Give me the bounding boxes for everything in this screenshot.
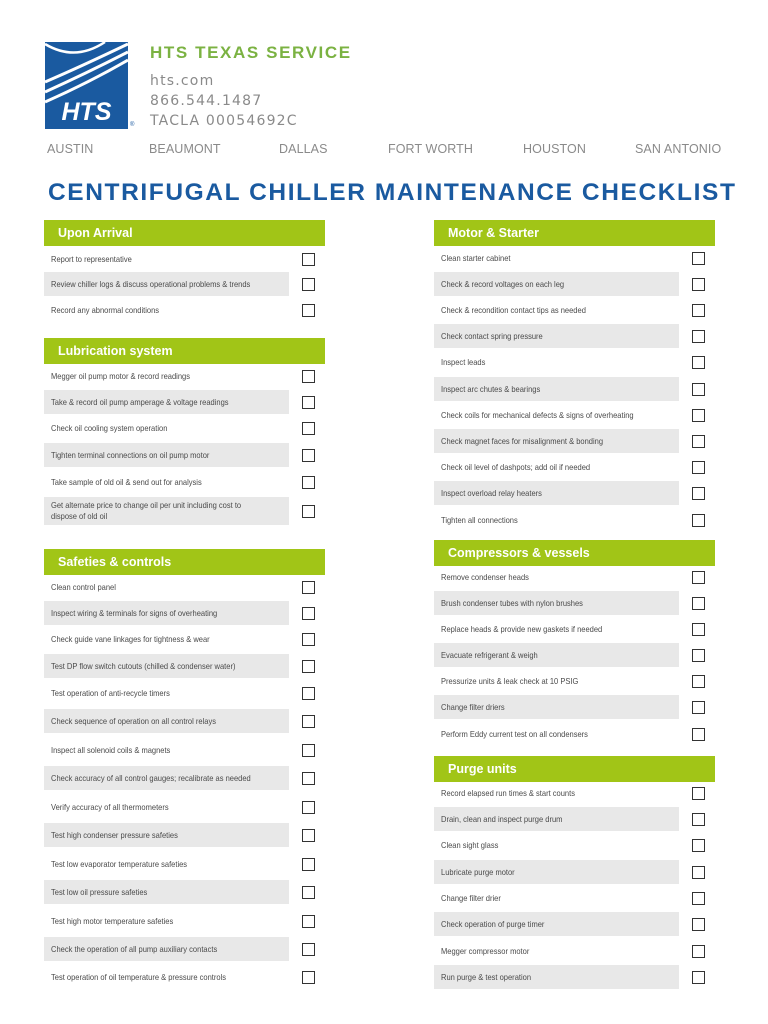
checkbox[interactable] [302, 943, 315, 956]
checkbox[interactable] [692, 728, 705, 741]
checklist-item [44, 681, 289, 705]
checklist-item [434, 781, 679, 805]
checkbox[interactable] [302, 449, 315, 462]
checkbox[interactable] [302, 971, 315, 984]
checklist-item-label: Check accuracy of all control gauges; recalibrate as needed [51, 773, 251, 783]
checklist-item [434, 298, 679, 322]
checklist-item-label: Test operation of oil temperature & pressure controls [51, 972, 227, 982]
checklist-item-label: Brush condenser tubes with nylon brushes [441, 598, 583, 608]
checkbox[interactable] [692, 252, 705, 265]
checkbox[interactable] [692, 571, 705, 584]
checkbox[interactable] [302, 886, 315, 899]
checkbox[interactable] [302, 829, 315, 842]
checkbox[interactable] [692, 839, 705, 852]
checklist-item-label: Check & recondition contact tips as needed [441, 305, 586, 315]
checkbox[interactable] [302, 304, 315, 317]
checklist-item-label: Take sample of old oil & send out for analysis [51, 477, 202, 487]
checklist-item-label: Check contact spring pressure [441, 331, 543, 341]
checkbox[interactable] [302, 744, 315, 757]
checklist-item [434, 350, 679, 374]
checklist-item-label: Test high motor temperature safeties [51, 916, 174, 926]
checklist-item-label: Inspect overload relay heaters [441, 488, 542, 498]
checkbox[interactable] [692, 278, 705, 291]
city-san-antonio: SAN ANTONIO [635, 142, 722, 156]
checklist-item [434, 403, 679, 427]
checklist-item-label: Report to representative [51, 254, 132, 264]
checkbox[interactable] [302, 633, 315, 646]
city-houston: HOUSTON [523, 142, 586, 156]
checklist-item [434, 565, 679, 589]
checklist-item-label: Check & record voltages on each leg [441, 279, 565, 289]
checklist-item [434, 722, 679, 746]
checkbox[interactable] [302, 253, 315, 266]
hts-logo [45, 42, 128, 129]
checklist-item [434, 807, 679, 831]
checkbox[interactable] [302, 581, 315, 594]
checklist-item [44, 965, 289, 989]
checklist-item-label: Pressurize units & leak check at 10 PSIG [441, 676, 579, 686]
checklist-item [434, 860, 679, 884]
checklist-item [44, 470, 289, 494]
checkbox[interactable] [692, 701, 705, 714]
city-fort-worth: FORT WORTH [388, 142, 474, 156]
checkbox[interactable] [692, 813, 705, 826]
checklist-item [434, 272, 679, 296]
checkbox[interactable] [692, 892, 705, 905]
checklist-item-label: Check guide vane linkages for tightness & wear [51, 634, 210, 644]
phone-text: 866.544.1487 [150, 93, 263, 109]
checklist-item-label: Check the operation of all pump auxiliary contacts [51, 944, 218, 954]
section-header: Motor & Starter [434, 220, 715, 246]
checklist-item [44, 738, 289, 762]
checklist-item-label: Test DP flow switch cutouts (chilled & condenser water) [51, 661, 236, 671]
checklist-item [434, 886, 679, 910]
checklist-item [44, 880, 289, 904]
checkbox[interactable] [302, 396, 315, 409]
checklist-item [434, 246, 679, 270]
checklist-item [44, 852, 289, 876]
checklist-item [44, 298, 289, 322]
checkbox[interactable] [692, 866, 705, 879]
checklist-item-label: Clean sight glass [441, 840, 499, 850]
checklist-item-label: Check coils for mechanical defects & signs of overheating [441, 410, 634, 420]
checklist-item [44, 575, 289, 599]
checklist-item [434, 481, 679, 505]
checkbox[interactable] [692, 675, 705, 688]
checkbox[interactable] [692, 356, 705, 369]
license-text: TACLA 00054692C [150, 113, 298, 129]
checklist-item-label: Tighten terminal connections on oil pump motor [51, 450, 210, 460]
checkbox[interactable] [692, 918, 705, 931]
checklist-item-label: Run purge & test operation [441, 972, 532, 982]
checklist-item-label: Evacuate refrigerant & weigh [441, 650, 538, 660]
checkbox[interactable] [692, 787, 705, 800]
website-text: hts.com [150, 73, 215, 89]
checkbox[interactable] [302, 715, 315, 728]
checklist-item [434, 833, 679, 857]
checklist-item-label: Megger compressor motor [441, 946, 530, 956]
checklist-item-label: Megger oil pump motor & record readings [51, 371, 191, 381]
checkbox[interactable] [302, 687, 315, 700]
checkbox[interactable] [692, 487, 705, 500]
checklist-item [44, 443, 289, 467]
checklist-item-label: Check oil level of dashpots; add oil if needed [441, 462, 591, 472]
checkbox[interactable] [692, 435, 705, 448]
checklist-item [434, 591, 679, 615]
checkbox[interactable] [302, 607, 315, 620]
checklist-item-label: Inspect arc chutes & bearings [441, 384, 541, 394]
checklist-item-label: Check oil cooling system operation [51, 423, 168, 433]
section-header: Safeties & controls [44, 549, 325, 575]
checkbox[interactable] [692, 514, 705, 527]
checklist-item [44, 364, 289, 388]
checklist-item-label: Verify accuracy of all thermometers [51, 802, 169, 812]
checklist-item-label: Review chiller logs & discuss operational problems & trends [51, 279, 251, 289]
checklist-item-label: Remove condenser heads [441, 572, 529, 582]
checklist-item-label: Record any abnormal conditions [51, 305, 160, 315]
checklist-item [434, 643, 679, 667]
checklist-item [434, 695, 679, 719]
checklist-item-label: Check magnet faces for misalignment & bonding [441, 436, 604, 446]
checklist-item [44, 272, 289, 296]
checkbox[interactable] [302, 422, 315, 435]
section-header: Compressors & vessels [434, 540, 715, 566]
section-header: Purge units [434, 756, 715, 782]
checklist-item [44, 497, 289, 525]
checklist-item-label: Tighten all connections [441, 515, 518, 525]
checklist-item-label: Lubricate purge motor [441, 867, 515, 877]
city-austin: AUSTIN [47, 142, 94, 156]
checklist-item-label: Record elapsed run times & start counts [441, 788, 575, 798]
checklist-item [434, 429, 679, 453]
checklist-item [434, 939, 679, 963]
checkbox[interactable] [302, 772, 315, 785]
checkbox[interactable] [692, 304, 705, 317]
checkbox[interactable] [692, 330, 705, 343]
checklist-item [44, 247, 289, 271]
checklist-item [434, 377, 679, 401]
checklist-item [44, 937, 289, 961]
checklist-item-label: Test operation of anti-recycle timers [51, 688, 170, 698]
checklist-item-label: Replace heads & provide new gaskets if needed [441, 624, 603, 634]
checklist-item-label: Change filter driers [441, 702, 505, 712]
checkbox[interactable] [302, 915, 315, 928]
checklist-item-label: Clean control panel [51, 582, 116, 592]
checklist-item-label: Drain, clean and inspect purge drum [441, 814, 563, 824]
checklist-item-label: Test low evaporator temperature safeties [51, 859, 188, 869]
checklist-item [434, 455, 679, 479]
checkbox[interactable] [692, 623, 705, 636]
checklist-item [434, 508, 679, 532]
checklist-item-label: Check sequence of operation on all control relays [51, 716, 216, 726]
checkbox[interactable] [302, 801, 315, 814]
registered-mark: ® [130, 122, 135, 128]
page-title: CENTRIFUGAL CHILLER MAINTENANCE CHECKLIST [48, 179, 737, 206]
section-header: Lubrication system [44, 338, 325, 364]
checklist-item-label: Take & record oil pump amperage & voltage readings [51, 397, 229, 407]
checklist-item-label: Inspect wiring & terminals for signs of overheating [51, 608, 218, 618]
checkbox[interactable] [692, 649, 705, 662]
checklist-item [44, 390, 289, 414]
checklist-item [434, 324, 679, 348]
checklist-item-label: Get alternate price to change oil per unit including cost to dispose of old oil [51, 501, 242, 521]
checklist-item-label: Inspect leads [441, 357, 486, 367]
checklist-item [44, 909, 289, 933]
checklist-item-label: Test high condenser pressure safeties [51, 830, 178, 840]
checklist-item-label: Clean starter cabinet [441, 253, 511, 263]
svg-text:HTS: HTS [61, 98, 112, 126]
checkbox[interactable] [692, 409, 705, 422]
checkbox[interactable] [302, 370, 315, 383]
checklist-item-label: Inspect all solenoid coils & magnets [51, 745, 171, 755]
city-beaumont: BEAUMONT [149, 142, 221, 156]
checklist-item [44, 654, 289, 678]
section-header: Upon Arrival [44, 220, 325, 246]
checkbox[interactable] [302, 858, 315, 871]
checklist-item [44, 709, 289, 733]
checklist-item-label: Test low oil pressure safeties [51, 887, 148, 897]
city-dallas: DALLAS [279, 142, 328, 156]
checkbox[interactable] [692, 461, 705, 474]
checklist-item [434, 617, 679, 641]
checklist-item [44, 795, 289, 819]
checklist-item [434, 669, 679, 693]
checklist-item [44, 823, 289, 847]
checklist-item-label: Check operation of purge timer [441, 919, 545, 929]
checklist-item [44, 627, 289, 651]
company-name: HTS TEXAS SERVICE [150, 43, 352, 62]
checkbox[interactable] [302, 476, 315, 489]
checkbox[interactable] [692, 971, 705, 984]
checkbox[interactable] [302, 278, 315, 291]
checkbox[interactable] [302, 505, 315, 518]
checklist-item [44, 416, 289, 440]
checklist-item [434, 965, 679, 989]
checklist-item-label: Change filter drier [441, 893, 501, 903]
checkbox[interactable] [692, 597, 705, 610]
checklist-item [44, 766, 289, 790]
checklist-item [44, 601, 289, 625]
checkbox[interactable] [692, 383, 705, 396]
checkbox[interactable] [302, 660, 315, 673]
checkbox[interactable] [692, 945, 705, 958]
checklist-item-label: Perform Eddy current test on all condensers [441, 729, 588, 739]
checklist-item [434, 912, 679, 936]
